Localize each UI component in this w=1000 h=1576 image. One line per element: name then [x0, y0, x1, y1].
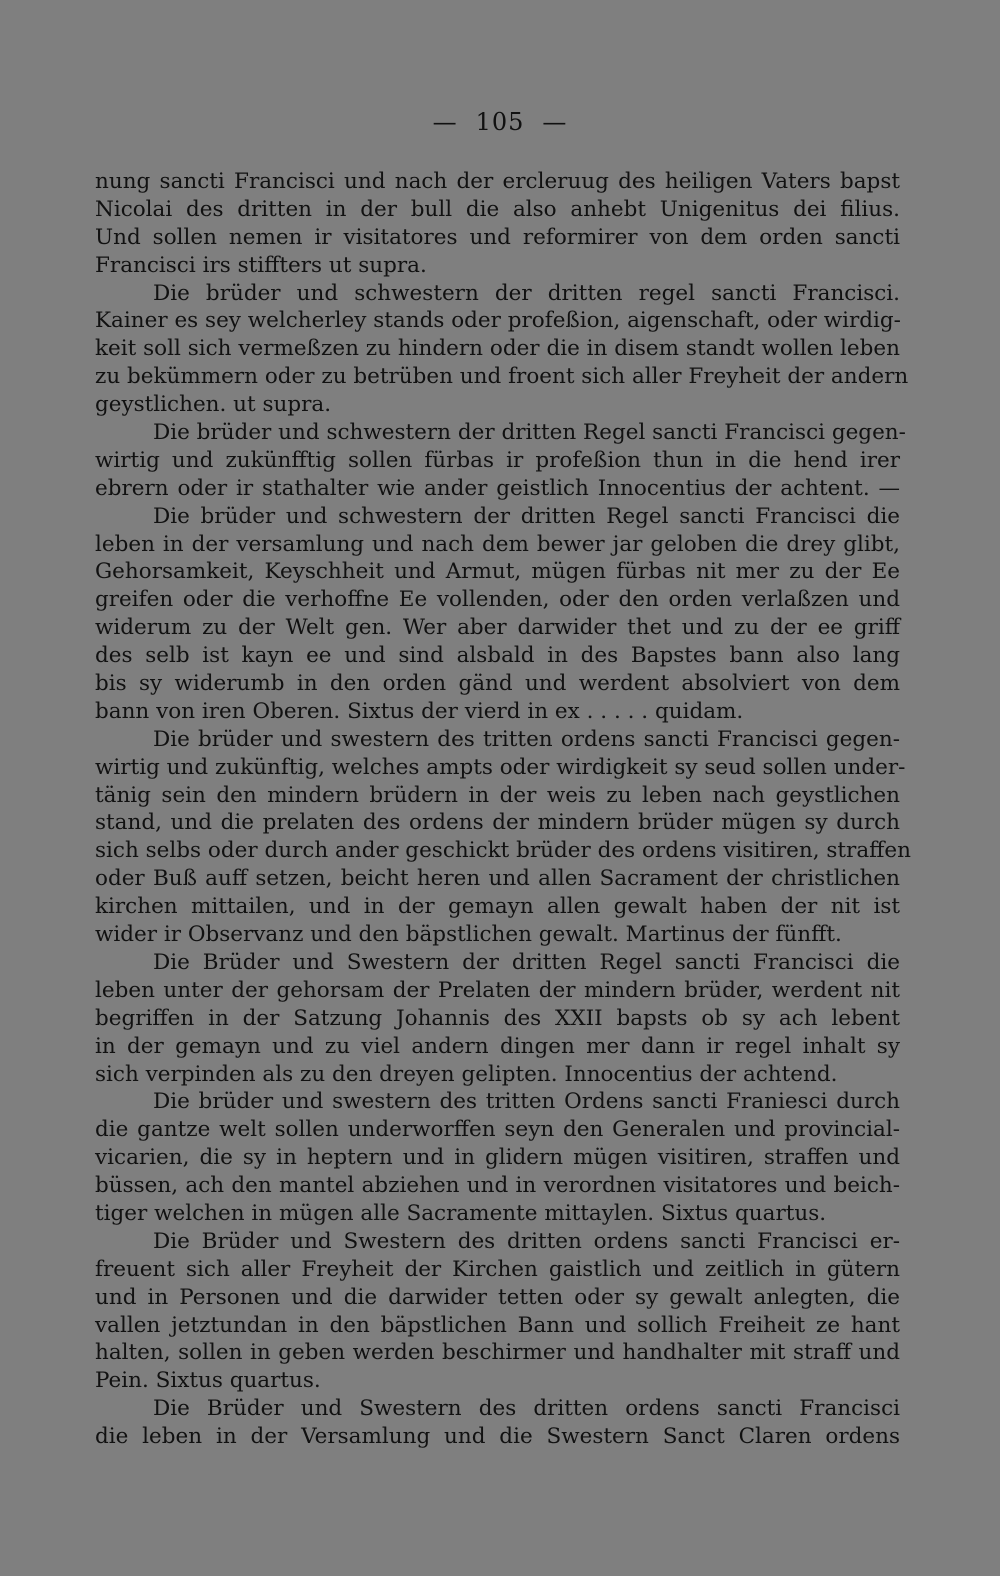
text-line: nung sancti Francisci und nach der ercleruug des heiligen Vaters bapst	[95, 169, 900, 194]
text-line: zu bekümmern oder zu betrüben und froent sich aller Freyheit der andern	[95, 364, 909, 390]
page-number-dash-left: —	[432, 108, 458, 136]
text-line: die gantze welt sollen underworffen seyn den Generalen und provincial-	[95, 1117, 900, 1143]
page-number	[0, 108, 1000, 136]
body-text	[95, 168, 911, 1451]
text-line: Francisci irs stiffters ut supra.	[95, 252, 427, 278]
text-line: greifen oder die verhoffne Ee vollenden, oder den orden verlaßzen und	[95, 587, 900, 613]
text-line: geystlichen. ut supra.	[95, 392, 332, 418]
text-line: halten, sollen in geben werden beschirmer und handhalter mit straff und	[95, 1340, 900, 1366]
text-line: keit soll sich vermeßzen zu hindern oder die in disem standt wollen leben	[95, 336, 900, 362]
text-line: Die brüder und schwestern der dritten Regel sancti Francisci gegen-	[153, 420, 906, 446]
text-line: leben unter der gehorsam der Prelaten der mindern brüder, werdent nit	[95, 977, 900, 1003]
text-line: wirtig und zukünftig, welches ampts oder wirdigkeit sy seud sollen under-	[95, 754, 906, 780]
text-line: sich selbs oder durch ander geschickt brüder des ordens visitiren, straffen	[95, 838, 911, 864]
text-line: Nicolai des dritten in der bull die also anhebt Unigenitus dei filius.	[95, 196, 900, 222]
text-line: bann von iren Oberen. Sixtus der vierd in ex . . . . . quidam.	[95, 698, 744, 724]
text-line: Pein. Sixtus quartus.	[95, 1368, 321, 1394]
page-number-value: 105	[475, 108, 525, 136]
text-line: Die brüder und schwestern der dritten regel sancti Francisci.	[153, 280, 900, 306]
text-line: Die Brüder und Swestern des dritten ordens sancti Francisci er-	[153, 1228, 900, 1254]
text-line: wider ir Observanz und den bäpstlichen gewalt. Martinus der fünfft.	[95, 922, 842, 948]
text-line: wirtig und zukünfftig sollen fürbas ir profeßion thun in die hend irer	[95, 447, 900, 473]
text-line: Und sollen nemen ir visitatores und reformirer von dem orden sancti	[95, 224, 900, 250]
text-line: begriffen in der Satzung Johannis des XXII bapsts ob sy ach lebent	[95, 1005, 900, 1031]
text-line: Die Brüder und Swestern des dritten ordens sancti Francisci	[153, 1396, 900, 1422]
text-line: vicarien, die sy in heptern und in glidern mügen visitiren, straffen und	[95, 1145, 900, 1171]
text-line: kirchen mittailen, und in der gemayn allen gewalt haben der nit ist	[95, 894, 900, 920]
text-line: leben in der versamlung und nach dem bewer jar geloben die drey glibt,	[95, 531, 900, 557]
text-line: Die brüder und swestern des tritten ordens sancti Francisci gegen-	[153, 726, 900, 752]
text-line: in der gemayn und zu viel andern dingen mer dann ir regel inhalt sy	[95, 1033, 900, 1059]
text-line: oder Buß auff setzen, beicht heren und allen Sacrament der christlichen	[95, 866, 900, 892]
text-line: und in Personen und die darwider tetten oder sy gewalt anlegten, die	[95, 1284, 900, 1310]
text-line: freuent sich aller Freyheit der Kirchen gaistlich und zeitlich in gütern	[95, 1256, 900, 1282]
text-line: bis sy widerumb in den orden gänd und werdent absolviert von dem	[95, 671, 900, 697]
text-line: Die brüder und schwestern der dritten Regel sancti Francisci die	[153, 503, 900, 529]
text-line: Die Brüder und Swestern der dritten Regel sancti Francisci die	[153, 949, 900, 975]
text-line: des selb ist kayn ee und sind alsbald in des Bapstes bann also lang	[95, 643, 900, 669]
page-number-dash-right: —	[542, 108, 568, 136]
text-line: sich verpinden als zu den dreyen gelipten. Innocentius der achtend.	[95, 1061, 838, 1087]
text-line: Gehorsamkeit, Keyschheit und Armut, mügen fürbas nit mer zu der Ee	[95, 559, 900, 585]
text-line: vallen jetztundan in den bäpstlichen Bann und sollich Freiheit ze hant	[95, 1312, 900, 1338]
text-line: stand, und die prelaten des ordens der mindern brüder mügen sy durch	[95, 810, 900, 836]
text-line: ebrern oder ir stathalter wie ander geistlich Innocentius der achtent. —	[95, 475, 900, 501]
text-line: tänig sein den mindern brüdern in der weis zu leben nach geystlichen	[95, 782, 900, 808]
text-line: Kainer es sey welcherley stands oder profeßion, aigenschaft, oder wirdig-	[95, 308, 901, 334]
text-line: büssen, ach den mantel abziehen und in verordnen visitatores und beich-	[95, 1173, 900, 1199]
text-line: die leben in der Versamlung und die Swestern Sanct Claren ordens	[95, 1424, 900, 1450]
text-line: tiger welchen in mügen alle Sacramente mittaylen. Sixtus quartus.	[95, 1200, 827, 1226]
text-line: Die brüder und swestern des tritten Ordens sancti Franiesci durch	[153, 1089, 900, 1115]
text-line: widerum zu der Welt gen. Wer aber darwider thet und zu der ee griff	[95, 615, 900, 641]
